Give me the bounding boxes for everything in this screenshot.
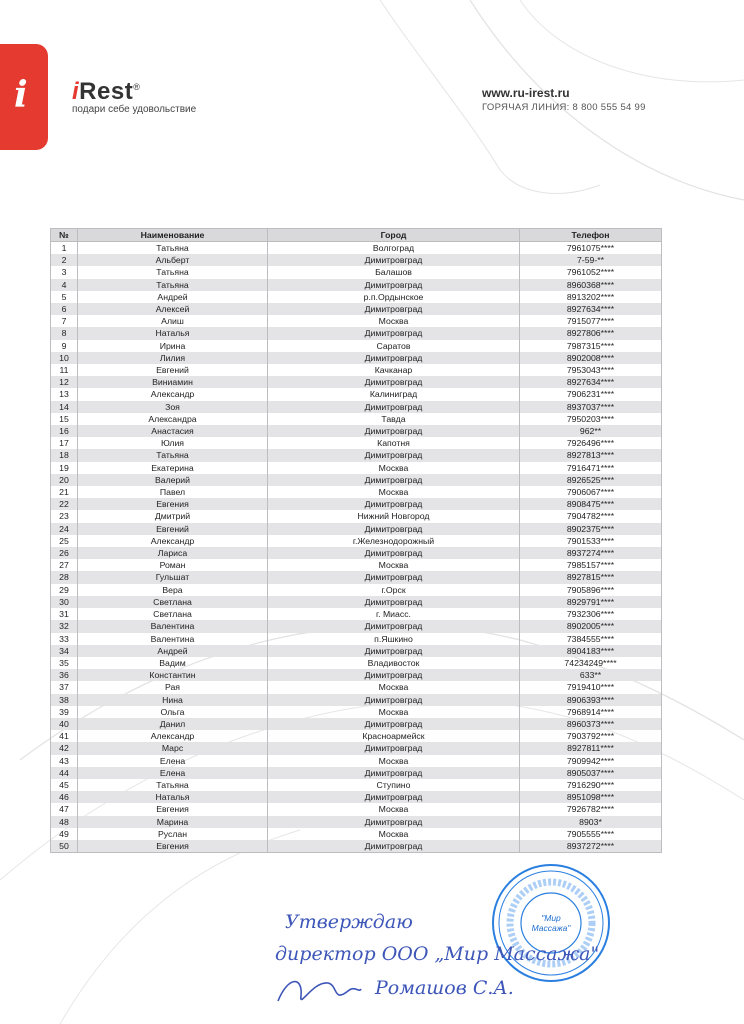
table-row: [51, 376, 662, 388]
row-city: Москва: [268, 462, 520, 474]
row-name: Лариса: [78, 547, 268, 559]
row-num: 31: [51, 608, 78, 620]
row-name: Валентина: [78, 620, 268, 632]
table-row: [51, 828, 662, 840]
table-row: [51, 767, 662, 779]
table-row: [51, 633, 662, 645]
row-phone: 8927634****: [520, 376, 662, 388]
row-phone: 8927806****: [520, 327, 662, 339]
row-city: Димитровград: [268, 620, 520, 632]
row-city: Москва: [268, 681, 520, 693]
row-phone: 7916290****: [520, 779, 662, 791]
row-name: Валерий: [78, 474, 268, 486]
row-phone: 8960373****: [520, 718, 662, 730]
table-row: [51, 462, 662, 474]
row-num: 9: [51, 340, 78, 352]
row-name: Татьяна: [78, 279, 268, 291]
table-row: [51, 547, 662, 559]
row-phone: 962**: [520, 425, 662, 437]
row-phone: 8937272****: [520, 840, 662, 853]
row-phone: 8905037****: [520, 767, 662, 779]
contact-block: [482, 86, 646, 113]
row-phone: 7905896****: [520, 584, 662, 596]
table-header-row: [51, 229, 662, 242]
row-num: 19: [51, 462, 78, 474]
table-row: [51, 364, 662, 376]
row-num: 30: [51, 596, 78, 608]
row-city: Саратов: [268, 340, 520, 352]
row-phone: 7906231****: [520, 388, 662, 400]
table-row: [51, 620, 662, 632]
signature-block: [265, 905, 600, 1015]
row-name: Евгений: [78, 523, 268, 535]
row-num: 18: [51, 449, 78, 461]
row-name: Татьяна: [78, 779, 268, 791]
row-name: Павел: [78, 486, 268, 498]
row-city: Москва: [268, 755, 520, 767]
row-city: Нижний Новгород: [268, 510, 520, 522]
row-num: 36: [51, 669, 78, 681]
table-row: [51, 559, 662, 571]
row-phone: 7919410****: [520, 681, 662, 693]
table-row: [51, 279, 662, 291]
row-city: Димитровград: [268, 791, 520, 803]
row-num: 26: [51, 547, 78, 559]
row-phone: 8927815****: [520, 571, 662, 583]
row-phone: 7904782****: [520, 510, 662, 522]
table-row: [51, 340, 662, 352]
row-city: Димитровград: [268, 352, 520, 364]
row-num: 16: [51, 425, 78, 437]
row-phone: 8937037****: [520, 401, 662, 413]
row-phone: 7932306****: [520, 608, 662, 620]
row-num: 24: [51, 523, 78, 535]
row-name: Светлана: [78, 608, 268, 620]
row-phone: 7926496****: [520, 437, 662, 449]
row-phone: 8937274****: [520, 547, 662, 559]
row-phone: 7916471****: [520, 462, 662, 474]
row-name: Ирина: [78, 340, 268, 352]
row-name: Рая: [78, 681, 268, 693]
row-phone: 8902005****: [520, 620, 662, 632]
row-name: Марс: [78, 742, 268, 754]
row-name: Гульшат: [78, 571, 268, 583]
table-row: [51, 449, 662, 461]
row-city: Димитровград: [268, 401, 520, 413]
table-row: [51, 694, 662, 706]
row-name: Лилия: [78, 352, 268, 364]
row-city: Москва: [268, 559, 520, 571]
row-num: 48: [51, 816, 78, 828]
row-phone: 7906067****: [520, 486, 662, 498]
table-row: [51, 669, 662, 681]
row-num: 20: [51, 474, 78, 486]
row-name: Руслан: [78, 828, 268, 840]
row-city: Димитровград: [268, 449, 520, 461]
row-phone: 7961052****: [520, 266, 662, 278]
row-name: Нина: [78, 694, 268, 706]
row-name: Ольга: [78, 706, 268, 718]
row-num: 28: [51, 571, 78, 583]
table-row: [51, 571, 662, 583]
row-name: Наталья: [78, 327, 268, 339]
row-num: 42: [51, 742, 78, 754]
row-name: Валентина: [78, 633, 268, 645]
table-row: [51, 681, 662, 693]
row-city: Владивосток: [268, 657, 520, 669]
row-city: Димитровград: [268, 303, 520, 315]
row-name: Евгения: [78, 803, 268, 815]
row-num: 41: [51, 730, 78, 742]
row-phone: 8927634****: [520, 303, 662, 315]
row-name: Елена: [78, 755, 268, 767]
row-num: 40: [51, 718, 78, 730]
row-city: Димитровград: [268, 571, 520, 583]
table-row: [51, 388, 662, 400]
table-row: [51, 535, 662, 547]
row-phone: 7-59-**: [520, 254, 662, 266]
row-num: 22: [51, 498, 78, 510]
table-row: [51, 657, 662, 669]
row-city: Волгоград: [268, 242, 520, 255]
table-row: [51, 730, 662, 742]
row-phone: 7987315****: [520, 340, 662, 352]
row-num: 8: [51, 327, 78, 339]
row-name: Юлия: [78, 437, 268, 449]
website-link[interactable]: www.ru-irest.ru: [482, 86, 570, 100]
row-num: 43: [51, 755, 78, 767]
row-num: 46: [51, 791, 78, 803]
row-city: Москва: [268, 828, 520, 840]
table-row: [51, 303, 662, 315]
row-city: Качканар: [268, 364, 520, 376]
row-name: Татьяна: [78, 242, 268, 255]
row-num: 21: [51, 486, 78, 498]
table-row: [51, 803, 662, 815]
row-num: 50: [51, 840, 78, 853]
row-num: 12: [51, 376, 78, 388]
row-phone: 7926782****: [520, 803, 662, 815]
brand-tab: [0, 44, 48, 150]
table-row: [51, 523, 662, 535]
table-row: [51, 498, 662, 510]
table-row: [51, 437, 662, 449]
row-city: Димитровград: [268, 279, 520, 291]
row-name: Андрей: [78, 291, 268, 303]
row-city: Красноармейск: [268, 730, 520, 742]
row-city: Димитровград: [268, 694, 520, 706]
row-name: Алексей: [78, 303, 268, 315]
row-name: Данил: [78, 718, 268, 730]
row-num: 11: [51, 364, 78, 376]
table-row: [51, 584, 662, 596]
row-num: 14: [51, 401, 78, 413]
row-num: 10: [51, 352, 78, 364]
row-name: Александр: [78, 730, 268, 742]
row-num: 5: [51, 291, 78, 303]
row-phone: 7901533****: [520, 535, 662, 547]
row-name: Евгения: [78, 498, 268, 510]
row-city: Димитровград: [268, 718, 520, 730]
row-phone: 7950203****: [520, 413, 662, 425]
table-row: [51, 242, 662, 255]
row-phone: 7905555****: [520, 828, 662, 840]
row-city: Димитровград: [268, 596, 520, 608]
table-row: [51, 791, 662, 803]
row-name: Виниамин: [78, 376, 268, 388]
table-row: [51, 327, 662, 339]
row-name: Екатерина: [78, 462, 268, 474]
row-name: Александра: [78, 413, 268, 425]
row-city: Димитровград: [268, 376, 520, 388]
row-city: Димитровград: [268, 547, 520, 559]
row-num: 34: [51, 645, 78, 657]
table-row: [51, 596, 662, 608]
brand-logo: [72, 78, 196, 115]
row-city: Москва: [268, 706, 520, 718]
row-city: Димитровград: [268, 669, 520, 681]
row-name: Альберт: [78, 254, 268, 266]
row-name: Евгений: [78, 364, 268, 376]
row-name: Роман: [78, 559, 268, 571]
row-name: Татьяна: [78, 266, 268, 278]
row-num: 3: [51, 266, 78, 278]
header-phone: Телефон: [520, 229, 662, 242]
row-phone: 7985157****: [520, 559, 662, 571]
row-num: 29: [51, 584, 78, 596]
row-name: Светлана: [78, 596, 268, 608]
table-row: [51, 266, 662, 278]
row-name: Андрей: [78, 645, 268, 657]
table-row: [51, 840, 662, 853]
table-row: [51, 291, 662, 303]
row-num: 45: [51, 779, 78, 791]
header-name: Наименование: [78, 229, 268, 242]
row-phone: 8927813****: [520, 449, 662, 461]
table-row: [51, 706, 662, 718]
clients-table: [50, 228, 662, 853]
table-row: [51, 510, 662, 522]
row-city: п.Яшкино: [268, 633, 520, 645]
row-phone: 8960368****: [520, 279, 662, 291]
row-city: Димитровград: [268, 425, 520, 437]
row-num: 2: [51, 254, 78, 266]
table-row: [51, 742, 662, 754]
row-phone: 8902008****: [520, 352, 662, 364]
header-city: Город: [268, 229, 520, 242]
table-row: [51, 401, 662, 413]
table-row: [51, 608, 662, 620]
table-row: [51, 755, 662, 767]
row-name: Александр: [78, 535, 268, 547]
row-phone: 8951098****: [520, 791, 662, 803]
row-phone: 8902375****: [520, 523, 662, 535]
stamp-label: "Мир Массажа": [531, 913, 571, 933]
row-city: Москва: [268, 315, 520, 327]
row-num: 1: [51, 242, 78, 255]
row-city: Капотня: [268, 437, 520, 449]
table-row: [51, 474, 662, 486]
row-num: 15: [51, 413, 78, 425]
row-city: Калиниград: [268, 388, 520, 400]
table-row: [51, 425, 662, 437]
row-num: 32: [51, 620, 78, 632]
row-num: 17: [51, 437, 78, 449]
row-city: г.Орск: [268, 584, 520, 596]
row-city: Димитровград: [268, 254, 520, 266]
row-num: 4: [51, 279, 78, 291]
row-name: Александр: [78, 388, 268, 400]
row-name: Елена: [78, 767, 268, 779]
row-num: 25: [51, 535, 78, 547]
row-name: Марина: [78, 816, 268, 828]
brand-tab-letter: i: [14, 74, 28, 116]
row-phone: 7961075****: [520, 242, 662, 255]
row-num: 6: [51, 303, 78, 315]
row-city: Димитровград: [268, 645, 520, 657]
row-name: Наталья: [78, 791, 268, 803]
row-phone: 7953043****: [520, 364, 662, 376]
row-phone: 8926525****: [520, 474, 662, 486]
row-name: Евгения: [78, 840, 268, 853]
row-num: 47: [51, 803, 78, 815]
row-phone: 8913202****: [520, 291, 662, 303]
row-city: Ступино: [268, 779, 520, 791]
row-num: 35: [51, 657, 78, 669]
row-num: 39: [51, 706, 78, 718]
row-city: г.Железнодорожный: [268, 535, 520, 547]
row-city: Димитровград: [268, 742, 520, 754]
row-num: 44: [51, 767, 78, 779]
row-city: Димитровград: [268, 327, 520, 339]
row-city: Москва: [268, 803, 520, 815]
row-phone: 74234249****: [520, 657, 662, 669]
row-phone: 7903792****: [520, 730, 662, 742]
row-city: р.п.Ордынское: [268, 291, 520, 303]
row-phone: 633**: [520, 669, 662, 681]
table-row: [51, 486, 662, 498]
row-phone: 8906393****: [520, 694, 662, 706]
row-phone: 8908475****: [520, 498, 662, 510]
row-city: Димитровград: [268, 816, 520, 828]
row-num: 33: [51, 633, 78, 645]
row-num: 13: [51, 388, 78, 400]
row-num: 23: [51, 510, 78, 522]
table-row: [51, 779, 662, 791]
row-phone: 7915077****: [520, 315, 662, 327]
row-city: Балашов: [268, 266, 520, 278]
row-phone: 8929791****: [520, 596, 662, 608]
row-name: Константин: [78, 669, 268, 681]
row-city: Димитровград: [268, 767, 520, 779]
row-num: 38: [51, 694, 78, 706]
header-num: №: [51, 229, 78, 242]
handwritten-signature: [273, 971, 363, 1011]
hotline-text: ГОРЯЧАЯ ЛИНИЯ: 8 800 555 54 99: [482, 102, 646, 113]
row-city: Димитровград: [268, 498, 520, 510]
table-row: [51, 254, 662, 266]
row-city: Димитровград: [268, 474, 520, 486]
brand-name: iRest®: [72, 78, 141, 105]
row-name: Зоя: [78, 401, 268, 413]
row-name: Татьяна: [78, 449, 268, 461]
row-phone: 7384555****: [520, 633, 662, 645]
table-row: [51, 816, 662, 828]
row-phone: 8903*: [520, 816, 662, 828]
row-name: Дмитрий: [78, 510, 268, 522]
table-row: [51, 352, 662, 364]
signature-line-director: директор ООО „Мир Массажа": [275, 943, 600, 965]
row-name: Вера: [78, 584, 268, 596]
row-name: Анастасия: [78, 425, 268, 437]
row-city: г. Миасс.: [268, 608, 520, 620]
row-phone: 8904183****: [520, 645, 662, 657]
row-num: 27: [51, 559, 78, 571]
signature-line-approve: Утверждаю: [285, 911, 413, 933]
table-row: [51, 413, 662, 425]
row-city: Димитровград: [268, 840, 520, 853]
table-row: [51, 718, 662, 730]
row-city: Тавда: [268, 413, 520, 425]
row-phone: 8927811****: [520, 742, 662, 754]
row-num: 37: [51, 681, 78, 693]
row-num: 49: [51, 828, 78, 840]
row-name: Алиш: [78, 315, 268, 327]
row-city: Москва: [268, 486, 520, 498]
row-phone: 7909942****: [520, 755, 662, 767]
row-name: Вадим: [78, 657, 268, 669]
table-row: [51, 645, 662, 657]
row-phone: 7968914****: [520, 706, 662, 718]
row-num: 7: [51, 315, 78, 327]
signature-line-name: Ромашов С.А.: [375, 977, 514, 999]
brand-tagline: подари себе удовольствие: [72, 104, 197, 115]
table-row: [51, 315, 662, 327]
row-city: Димитровград: [268, 523, 520, 535]
